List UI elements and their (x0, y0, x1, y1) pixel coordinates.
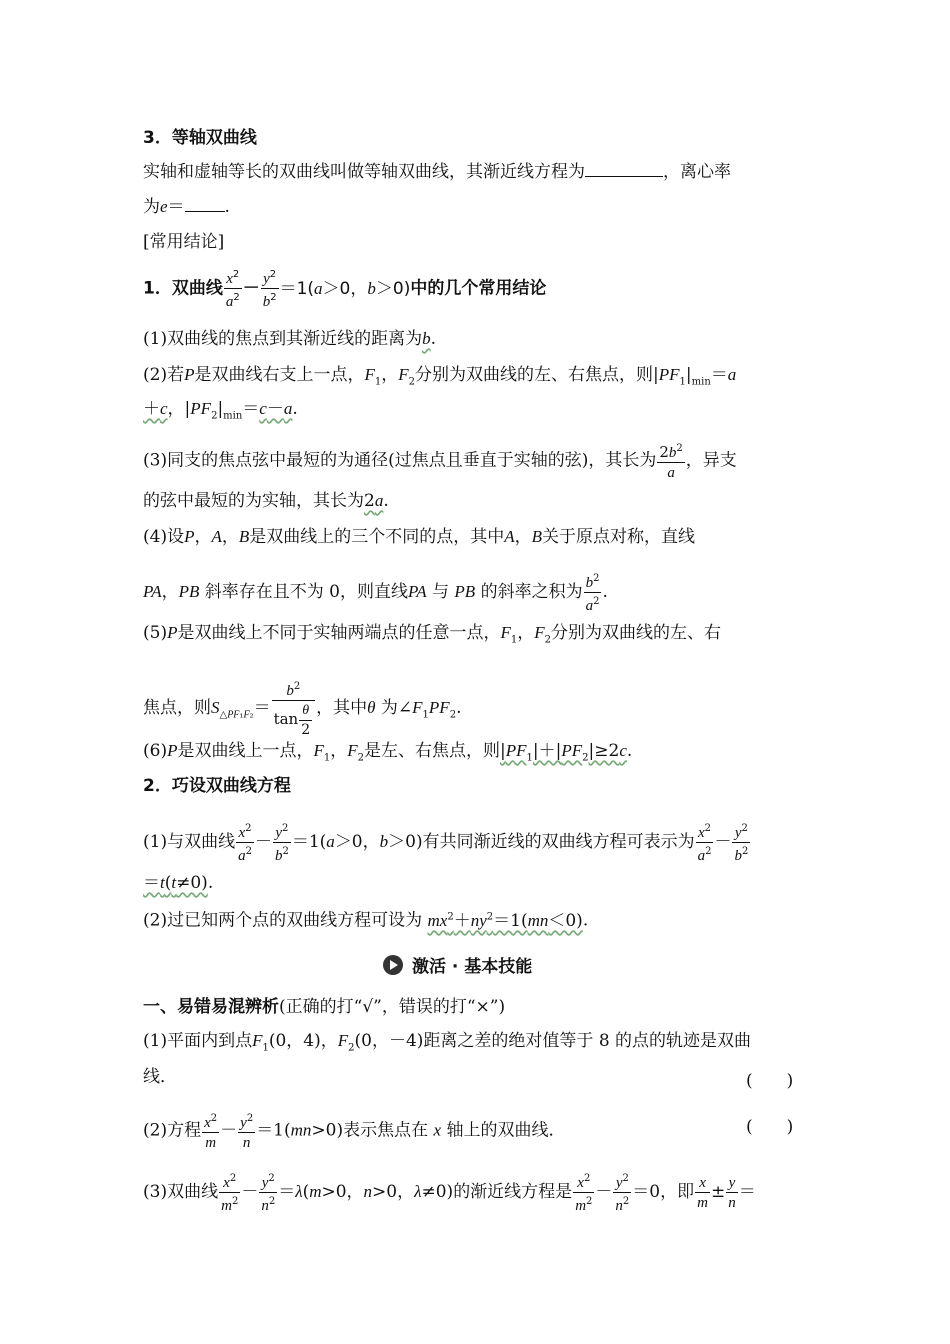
section-3-title: 3．等轴双曲线 (143, 128, 257, 148)
conclusion-item-6: (6)P是双曲线上一点，$F_1$，$F_2$是左、右焦点，则$|PF_1|+|PF_2|\ge 2c$. (143, 741, 633, 764)
conclusion-item-4: (4)设P，A，B是双曲线上的三个不同的点，其中A，B关于原点对称，直线 (143, 527, 696, 547)
section-3-line-2: 为e＝ . (143, 197, 230, 217)
c2-item-1-cont: ＝t(t≠0). (143, 873, 214, 893)
exercise-heading: 一、易错易混辨析(正确的打“√”，错误的打“×”) (143, 997, 506, 1017)
c2-item-1: (1)与双曲线 $\frac{x^2}{a^2}$ － $\frac{y^2}{b^2}$ ＝1(a＞0，b＞0)有共同渐近线的双曲线方程可表示为 $\frac{x^2}{a^2}$ － $\frac{y^2}{b^2}$ (143, 820, 751, 865)
answer-blank-asymptote[interactable] (585, 162, 663, 177)
conclusion-item-2-cont: ＋c，$|PF_2|_{min}=c-a$. (143, 399, 298, 422)
section-header (382, 952, 532, 977)
exercise-q1: (1)平面内到点$F_1(0$，4)，$F_2(0$，－4)距离之差的绝对值等于 8 的点的轨迹是双曲 (143, 1031, 752, 1054)
play-circle-icon (382, 954, 404, 976)
exercise-q2: (2)方程 $\frac{x^2}{m}$ － $\frac{y^2}{n}$ ＝1(mn>0)表示焦点在 x 轴上的双曲线． (143, 1110, 565, 1152)
conclusion-item-4-cont: PA，PB 斜率存在且不为 0，则直线PA 与 PB 的斜率之积为 $\frac{b^2}{a^2}$ . (143, 570, 608, 615)
answer-paren-q2[interactable]: ( ) (746, 1117, 794, 1137)
conclusion-item-3-cont: 的弦中最短的为实轴，其长为2a. (143, 491, 389, 511)
conclusion-item-1: (1)双曲线的焦点到其渐近线的距离为b. (143, 329, 436, 349)
conclusion-item-3: (3)同支的焦点弦中最短的为通径(过焦点且垂直于实轴的弦)，其长为 $\frac{2b^2}{a}$ ，异支 (143, 440, 737, 482)
conclusion-item-5: (5)P是双曲线上不同于实轴两端点的任意一点，$F_1$，$F_2$分别为双曲线的左、右 (143, 623, 722, 646)
conclusions-1-title: 1．双曲线 $\frac{x^2}{a^2}$ － $\frac{y^2}{b^2}$ ＝1(a＞0，b＞0)中的几个常用结论 (143, 266, 546, 311)
section-title: 激活 · 基本技能 (412, 957, 533, 977)
conclusion-item-2: (2)若P是双曲线右支上一点，$F_1$，$F_2$分别为双曲线的左、右焦点，则$|PF_1|_{min}=a$ (143, 365, 737, 388)
c2-item-2: (2)过已知两个点的双曲线方程可设为 $mx^2+ny^2=1(mn<0)$. (143, 910, 589, 931)
answer-blank-eccentricity[interactable] (185, 197, 225, 212)
common-conclusions-label: [常用结论] (143, 232, 225, 252)
exercise-q3: (3)双曲线 $\frac{x^2}{m^2}$ － $\frac{y^2}{n^2}$ ＝λ(m>0，n>0，λ≠0)的渐近线方程是 $\frac{x^2}{m^2}$ － $\frac{y^2}{n^2}$ ＝0，即 $\frac{x}{m}$ ± $\frac{y}{n}$ ＝ (143, 1170, 756, 1215)
conclusions-2-title: 2．巧设双曲线方程 (143, 776, 291, 796)
section-3-line-1: 实轴和虚轴等长的双曲线叫做等轴双曲线，其渐近线方程为 ，离心率 (143, 162, 731, 182)
exercise-q1-cont: 线． (143, 1067, 177, 1087)
answer-paren-q1[interactable]: ( ) (746, 1071, 794, 1091)
conclusion-item-5-cont: 焦点，则$S_{\triangle PF_1F_2}=$ $b^2$ tan $\frac{\theta}{2}$ ，其中θ 为$\angle F_1PF_2$. (143, 678, 461, 739)
